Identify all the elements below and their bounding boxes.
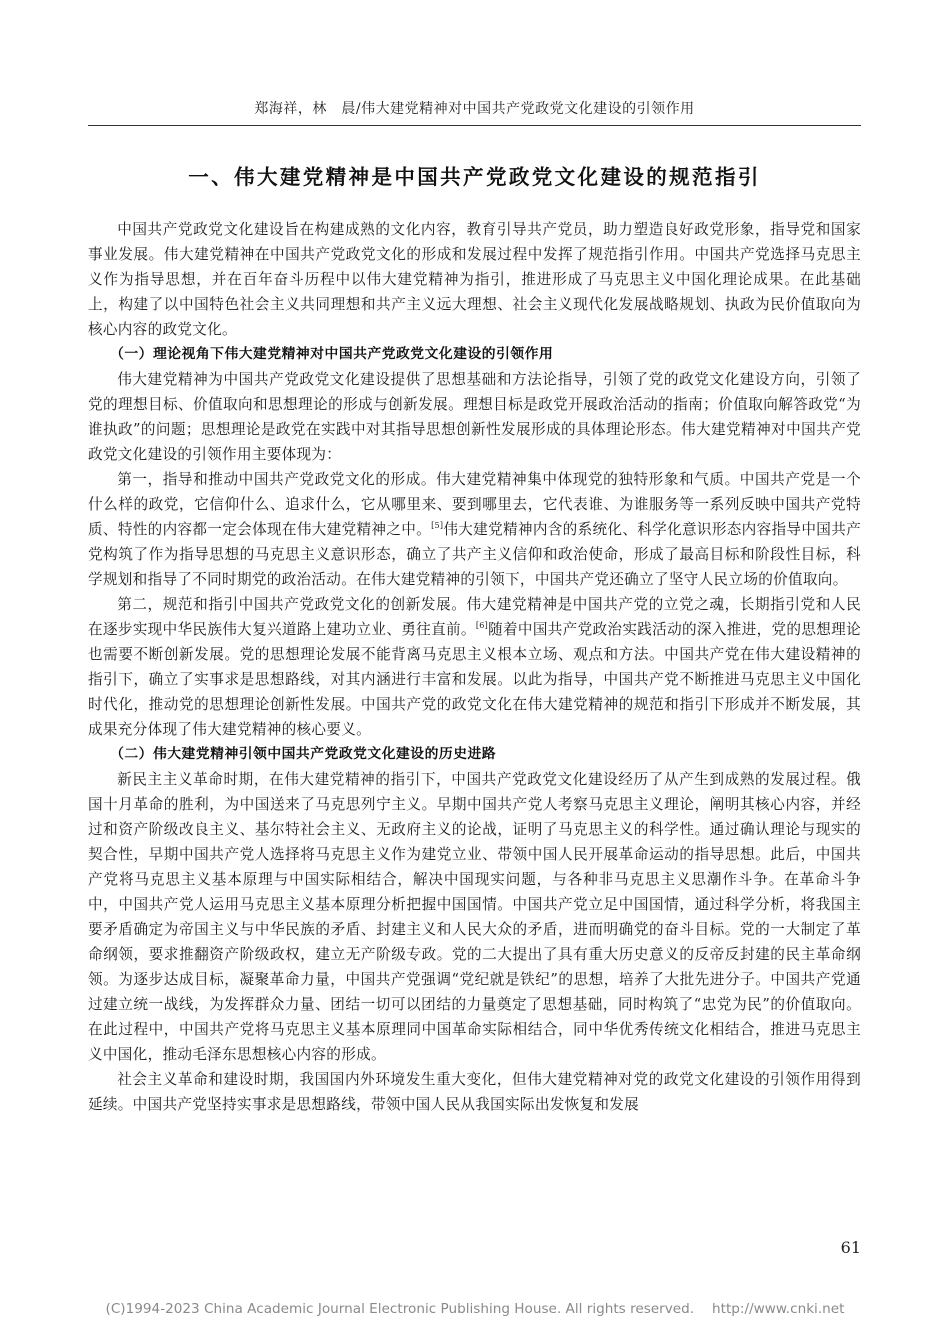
paragraph-text: 随着中国共产党政治实践活动的深入推进，党的思想理论也需要不断创新发展。党的思想理论发展不能背离马克思主义根本立场、观点和方法。中国共产党在伟大建设精神的指引下，确立了实事求是思想路线，对其内涵进行丰富和发展。以此为指导，中国共产党不断推进马克思主义中国化时代化，推动党的思想理论创新性发展。中国共产党的政党文化在伟大建党精神的规范和指引下形成并不断发展，其成果充分体现了伟大建党精神的核心要义。 — [88, 621, 861, 738]
paragraph-text: 伟大建党精神内含的系统化、科学化意识形态内容指导中国共产党构筑了作为指导思想的马克思主义意识形态，确立了共产主义信仰和政治使命，形成了最高目标和阶段性目标，科学规划和指导了不同时期党的政治活动。在伟大建党精神的引领下，中国共产党还确立了坚守人民立场的价值取向。 — [88, 521, 861, 588]
subsection-2-paragraph-2: 社会主义革命和建设时期，我国国内外环境发生重大变化，但伟大建党精神对党的政党文化建设的引领作用得到延续。中国共产党坚持实事求是思想路线，带领中国人民从我国实际出发恢复和发展 — [88, 1071, 861, 1113]
paragraph-text: 第二，规范和指引中国共产党政党文化的创新发展。伟大建党精神是中国共产党的立党之魂，长期指引党和人民在逐步实现中华民族伟大复兴道路上建功立业、勇往直前。 — [88, 596, 861, 638]
section-title: 一、伟大建党精神是中国共产党政党文化建设的规范指引 — [188, 165, 761, 189]
citation-ref: [6] — [475, 621, 489, 630]
subsection-1-paragraph-3 — [88, 592, 861, 742]
subsection-1-paragraph-1: 伟大建党精神为中国共产党政党文化建设提供了思想基础和方法论指导，引领了党的政党文化建设方向，引领了党的理想目标、价值取向和思想理论的形成与创新发展。理想目标是政党开展政治活动的指南；价值取向解答政党“为谁执政”的问题；思想理论是政党在实践中对其指导思想创新性发展形成的具体理论形态。伟大建党精神对中国共产党政党文化建设的引领作用主要体现为： — [88, 371, 861, 463]
running-header: 郑海祥，林 晨/伟大建党精神对中国共产党政党文化建设的引领作用 — [254, 101, 695, 117]
article-body — [88, 217, 861, 1117]
paragraph-text: 第一，指导和推动中国共产党政党文化的形成。伟大建党精神集中体现党的独特形象和气质。中国共产党是一个什么样的政党，它信仰什么、追求什么，它从哪里来、要到哪里去，它代表谁、为谁服务等一系列反映中国共产党特质、特性的内容都一定会体现在伟大建党精神之中。 — [88, 471, 861, 538]
subsection-1-paragraph-2 — [88, 467, 861, 592]
copyright-footer: (C)1994-2023 China Academic Journal Electronic Publishing House. All rights reserved. http://www.cnki.net — [105, 1301, 845, 1317]
subsection-1-heading: （一）理论视角下伟大建党精神对中国共产党政党文化建设的引领作用 — [110, 346, 554, 362]
citation-ref: [5] — [431, 521, 444, 530]
subsection-2-heading: （二）伟大建党精神引领中国共产党政党文化建设的历史进路 — [110, 746, 497, 762]
page-number: 61 — [840, 1238, 861, 1257]
header-rule — [88, 125, 861, 126]
intro-paragraph: 中国共产党政党文化建设旨在构建成熟的文化内容，教育引导共产党员，助力塑造良好政党形象，指导党和国家事业发展。伟大建党精神在中国共产党政党文化的形成和发展过程中发挥了规范指引作用。中国共产党选择马克思主义作为指导思想，并在百年奋斗历程中以伟大建党精神为指引，推进形成了马克思主义中国化理论成果。在此基础上，构建了以中国特色社会主义共同理想和共产主义远大理想、社会主义现代化发展战略规划、执政为民价值取向为核心内容的政党文化。 — [88, 221, 861, 338]
subsection-2-paragraph-1: 新民主主义革命时期，在伟大建党精神的指引下，中国共产党政党文化建设经历了从产生到成熟的发展过程。俄国十月革命的胜利，为中国送来了马克思列宁主义。早期中国共产党人考察马克思主义理论，阐明其核心内容，并经过和资产阶级改良主义、基尔特社会主义、无政府主义的论战，证明了马克思主义的科学性。通过确认理论与现实的契合性，早期中国共产党人选择将马克思主义作为建党立业、带领中国人民开展革命运动的指导思想。此后，中国共产党将马克思主义基本原理与中国实际相结合，解决中国现实问题，与各种非马克思主义思潮作斗争。在革命斗争中，中国共产党人运用马克思主义基本原理分析把握中国国情。中国共产党立足中国国情，通过科学分析，将我国主要矛盾确定为帝国主义与中华民族的矛盾、封建主义和人民大众的矛盾，进而明确党的奋斗目标。党的一大制定了革命纲领，要求推翻资产阶级政权，建立无产阶级专政。党的二大提出了具有重大历史意义的反帝反封建的民主革命纲领。为逐步达成目标，凝聚革命力量，中国共产党强调“党纪就是铁纪”的思想，培养了大批先进分子。中国共产党通过建立统一战线，为发挥群众力量、团结一切可以团结的力量奠定了思想基础，同时构筑了“忠党为民”的价值取向。在此过程中，中国共产党将马克思主义基本原理同中国革命实际相结合，同中华优秀传统文化相结合，推进马克思主义中国化，推动毛泽东思想核心内容的形成。 — [88, 771, 861, 1063]
